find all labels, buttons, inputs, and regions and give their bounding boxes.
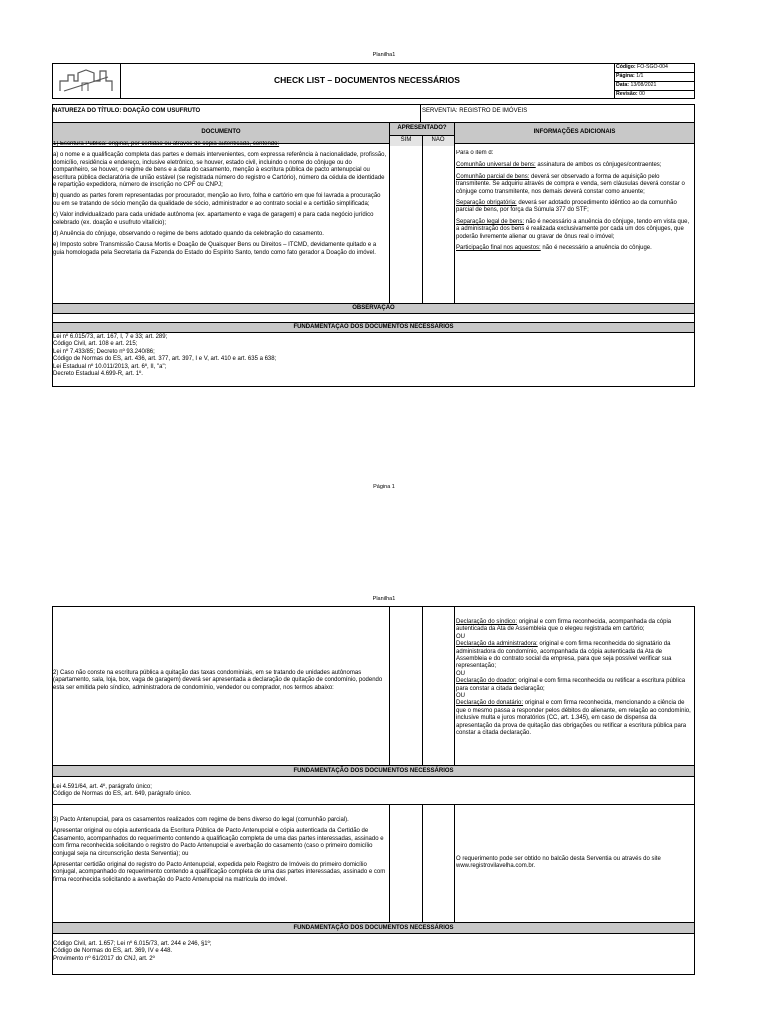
info-item: Comunhão universal de bens: assinatura de ambos os cônjuges/contraentes;	[456, 162, 662, 169]
col-sim: SIM	[400, 137, 412, 143]
doc3-intro: 3) Pacto Antenupcial, para os casamentos realizados com regime de bens diverso do legal (comunhão parcial).	[53, 817, 349, 823]
meta-date: Data: 13/08/2021	[616, 82, 657, 88]
col-documento: DOCUMENTO	[201, 129, 241, 135]
info-item: OU	[456, 633, 465, 640]
page-footer: Página 1	[373, 484, 395, 490]
info-item: Declaração do doador: original e com firma reconhecida ou retificar a escritura pública para constar a citada declaração;	[456, 678, 686, 692]
info-item: Comunhão parcial de bens: deverá ser observado a forma de aquisição pelo transmitente. Se adquiriu através de compra e venda, sem cláusulas deverá constar o cônjuge como transmitente, nos demais deverá constar como anuente;	[456, 173, 685, 195]
info-intro: Para o item d:	[456, 150, 494, 156]
col-nao: NÃO	[431, 137, 445, 143]
doc3-option: Apresentar certidão original do registro do Pacto Antenupcial, expedida pelo Registro de Imóveis do primeiro domicílio conjugal, acompanhado do requerimento contendo a qualificação completa de uma das partes interessadas, assinado e com firma reconhecida solicitando a averbação do Pacto Antenupcial na matrícula do imóvel.	[53, 862, 386, 883]
fund-line: Decreto Estadual 4.699-R, art. 1º.	[53, 371, 143, 378]
document-list	[53, 141, 387, 303]
doc-item-b: b) quando as partes forem representadas por procurador, menção ao livro, folha e cartório em que foi lavrada a procuração ou em se tratando de sócio menção da qualidade de sócio, administrador e ao contrato social e a certidão simplificada;	[53, 193, 381, 207]
info-item: Declaração da administradora: original e com firma reconhecida do signatário da administradora do condomínio, acompanhada da cópia autenticada da Ata de Assembleia e do contrato social da empresa, para que seja possível verificar sua representação;	[456, 641, 672, 670]
doc-item-c: c) Valor individualizado para cada unidade autônoma (ex. apartamento e vaga de garagem) e para cada negócio jurídico celebrado (ex. doação e usufruto vitalício);	[53, 212, 374, 226]
info-item: Separação legal de bens: não é necessário a anuência do cônjuge, tendo em vista que, a administração dos bens é realizada exclusivamente por cada um dos cônjuges, que poderão livremente alienar ou gravar de ônus real o imóvel;	[456, 218, 690, 240]
info-item: Declaração do donatário: original e com firma reconhecida, mencionando a ciência de que o mesmo passa a responder pelos débitos do alienante, em relação ao condomínio, inclusive multa e juros moratórios (CC, art. 1.345), em caso de dispensa da apresentação da prova de quitação das obrigações ou retificar a escritura pública para constar a citada declaração.	[456, 700, 691, 737]
doc-item-a: a) o nome e a qualificação completa das partes e demais intervenientes, com expressa referência à nacionalidade, profissão, domicílio, residência e endereço, inclusive eletrônico, se houver, estado civil, incluindo o nome do cônjuge ou do companheiro, se houver, o regime de bens e a data do casamento, menção à escritura pública de pacto antenupcial ou escritura pública declaratória de união estável (se registrada número do registro e Cartório), número da cédula de identidade e repartição expedidora, número de inscrição no CPF ou CNPJ;	[53, 152, 387, 189]
doc-item-d: d) Anuência do cônjuge, observando o regime de bens adotado quando da celebração do casamento.	[53, 231, 324, 238]
meta-page: Página: 1/1	[616, 73, 644, 79]
fund-line: Lei Estadual nº 10.011/2013, art. 6º, II, "a";	[53, 363, 167, 370]
fundamentacao-list-3	[53, 941, 693, 963]
fundamentacao-list	[53, 334, 693, 378]
page-title: CHECK LIST – DOCUMENTOS NECESSÁRIOS	[274, 75, 460, 85]
serventia: SERVENTIA: REGISTRO DE IMÓVEIS	[422, 108, 528, 114]
col-informacoes: INFORMAÇÕES ADICIONAIS	[533, 129, 616, 135]
info-item: Separação obrigatória: deverá ser adotado procedimento idêntico ao da comunhão parcial de bens, por força da Súmula 377 do STF;	[456, 200, 677, 214]
fund-line: Lei nº 7.433/85; Decreto nº 93.240/86;	[53, 348, 155, 355]
observacao-header: OBSERVAÇÃO	[352, 305, 395, 311]
meta-code: Código: FO-SGO-004	[616, 64, 668, 70]
info-item: OU	[456, 693, 465, 700]
info-list-2	[456, 619, 694, 738]
col-apresentado: APRESENTADO?	[397, 125, 447, 131]
fund-line: Provimento nº 61/2017 do CNJ, art. 2º	[53, 955, 155, 962]
doc-item-2: 2) Caso não conste na escritura pública a quitação das taxas condominiais, em se tratando de unidades autônomas (apartamento, sala, loja, box, vaga de garagem) deverá ser apresentada a declaração de quitação de condomínio, podendo esta ser emitida pelo síndico, administradora de condomínio, vendedor ou comprador, nos termos abaixo:	[53, 670, 383, 691]
info-item: Declaração do síndico: original e com firma reconhecida, acompanhada da cópia autenticada da Ata de Assembleia que o elegeu registrada em cartório;	[456, 619, 672, 633]
fundamentacao-list-2	[53, 784, 693, 799]
fund-line: Lei 4.591/64, art. 4º, parágrafo único;	[53, 784, 152, 790]
sheet-name: Planilha1	[372, 52, 396, 58]
doc-item-3	[53, 817, 387, 888]
fund-line: Código Civil, art. 1.657; Lei nº 6.015/73, art. 244 e 246, §1º;	[53, 941, 212, 947]
doc3-option: Apresentar original ou cópia autenticada da Escritura Pública de Pacto Antenupcial e cópia autenticada da Certidão de Casamento, acompanhados do requerimento contendo a qualificação completa de uma das partes interessadas, assinado e com firma reconhecida solicitando o registro do Pacto Antenupcial e averbação do casamento (caso o primeiro domicílio conjugal seja na circunscrição desta Serventia); ou	[53, 828, 384, 857]
fund-line: Código Civil, art. 108 e art. 215;	[53, 341, 138, 348]
doc-intro: 1) Escritura Pública: original, por certidão ou através de cópia autenticada, contendo:	[53, 141, 280, 147]
info-item: OU	[456, 670, 465, 677]
fund-line: Código de Normas do ES, art. 649, parágrafo único.	[53, 791, 192, 798]
fundamentacao-header: FUNDAMENTAÇÃO DOS DOCUMENTOS NECESSÁRIOS	[293, 324, 454, 330]
doc-item-e: e) Imposto sobre Transmissão Causa Mortis e Doação de Quaisquer Bens ou Direitos – ITCMD, devidamente quitado e a guia homologada pela Secretaria da Fazenda do Estado do Espírito Santo, tendo como fato gerador a Doação do imóvel.	[53, 242, 377, 256]
info-list	[456, 150, 693, 303]
info-item-3: O requerimento pode ser obtido no balcão desta Serventia ou através do site www.registrovilavelha.com.br.	[456, 856, 661, 870]
fund-line: Código de Normas do ES, art. 436, art. 377, art. 397, I e V, art. 410 e art. 635 a 638;	[53, 356, 277, 363]
fund-line: Código de Normas do ES, art. 369, IV e 448.	[53, 948, 173, 955]
logo	[58, 67, 116, 95]
fundamentacao-header: FUNDAMENTAÇÃO DOS DOCUMENTOS NECESSÁRIOS	[293, 768, 454, 774]
natureza-titulo: NATUREZA DO TÍTULO: DOAÇÃO COM USUFRUTO	[53, 108, 201, 114]
fund-line: Lei nº 6.015/73, art. 167, I, 7 e 33; art. 289;	[53, 334, 168, 340]
meta-revision: Revisão: 00	[616, 91, 645, 97]
info-item: Participação final nos aquestos: não é necessário a anuência do cônjuge.	[456, 245, 652, 252]
sheet-name: Planilha1	[372, 596, 396, 602]
fundamentacao-header: FUNDAMENTAÇÃO DOS DOCUMENTOS NECESSÁRIOS	[293, 925, 454, 931]
